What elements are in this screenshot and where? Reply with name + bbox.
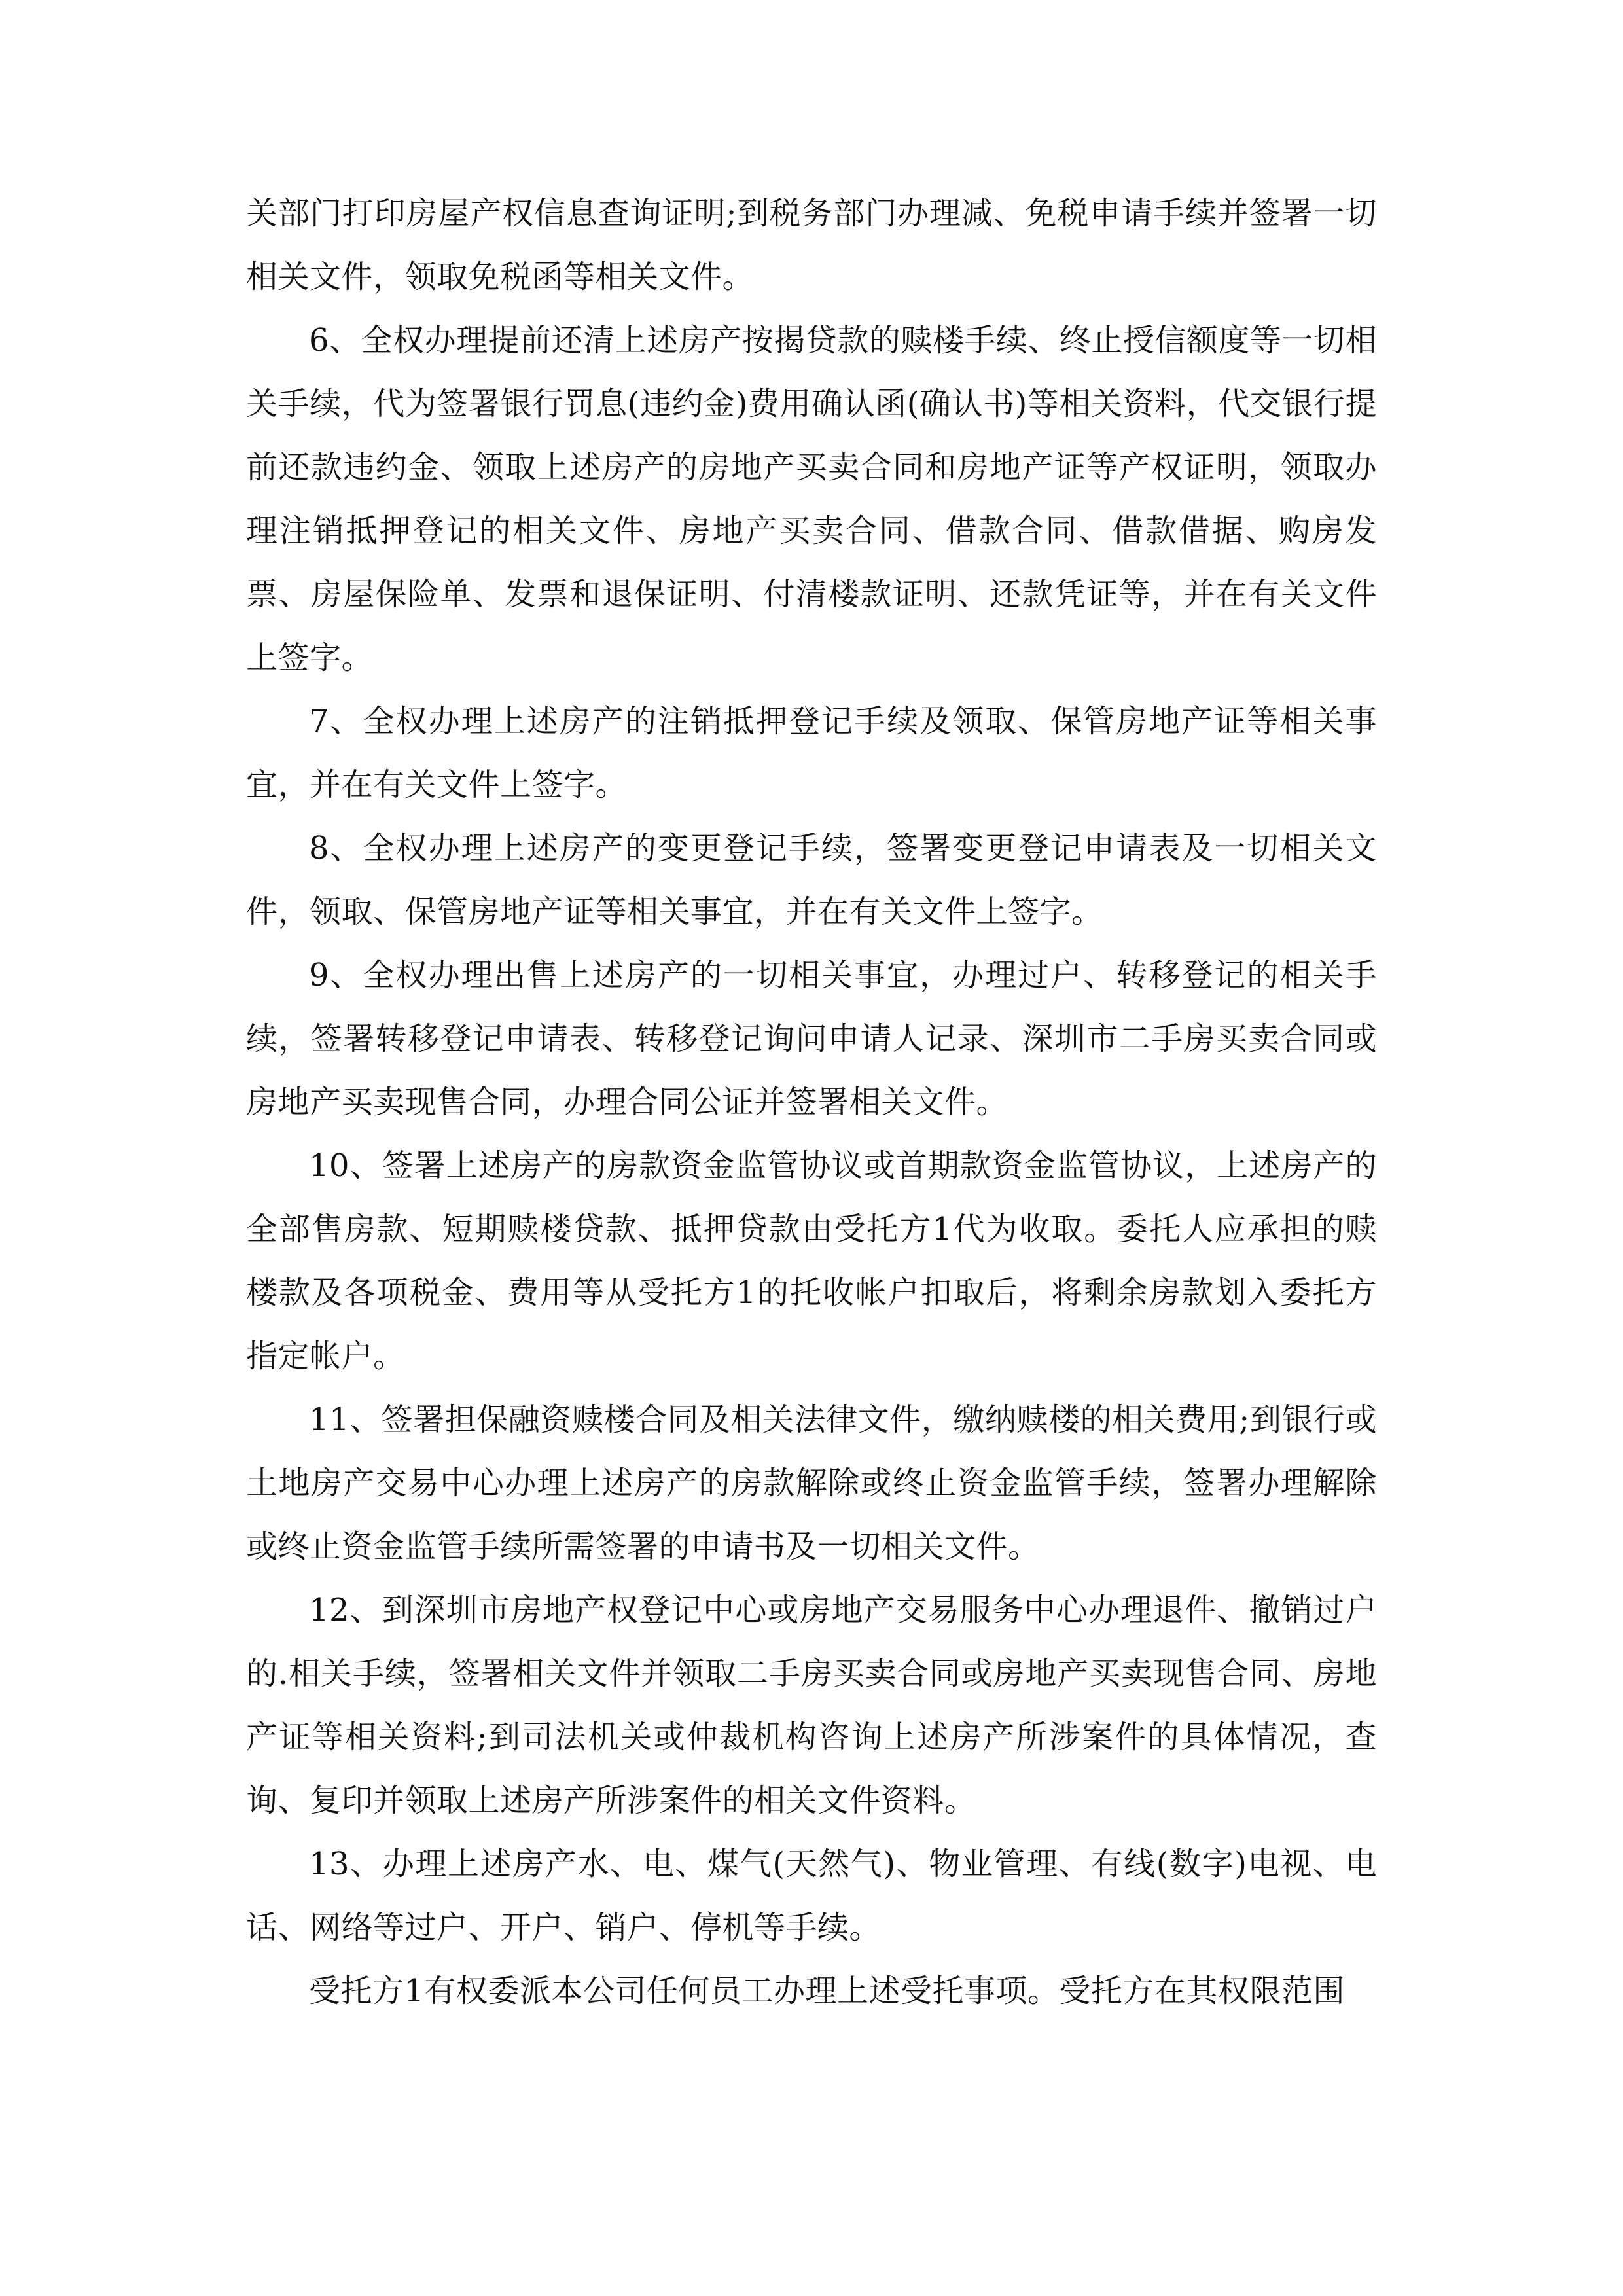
paragraph-item-13: 13、办理上述房产水、电、煤气(天然气)、物业管理、有线(数字)电视、电话、网络等过户、开户、销户、停机等手续。: [246, 1846, 1377, 1946]
paragraph-item-7: 7、全权办理上述房产的注销抵押登记手续及领取、保管房地产证等相关事宜，并在有关文件上签字。: [246, 703, 1377, 803]
paragraph-item-12: 12、到深圳市房地产权登记中心或房地产交易服务中心办理退件、撤销过户的.相关手续，签署相关文件并领取二手房买卖合同或房地产买卖现售合同、房地产证等相关资料;到司法机关或仲裁机构咨询上述房产所涉案件的具体情况，查询、复印并领取上述房产所涉案件的相关文件资料。: [246, 1592, 1377, 1819]
paragraph-item-9: 9、全权办理出售上述房产的一切相关事宜，办理过户、转移登记的相关手续，签署转移登记申请表、转移登记询问申请人记录、深圳市二手房买卖合同或房地产买卖现售合同，办理合同公证并签署相关文件。: [246, 957, 1377, 1121]
paragraph-item-6: 6、全权办理提前还清上述房产按揭贷款的赎楼手续、终止授信额度等一切相关手续，代为签署银行罚息(违约金)费用确认函(确认书)等相关资料，代交银行提前还款违约金、领取上述房产的房地产买卖合同和房地产证等产权证明，领取办理注销抵押登记的相关文件、房地产买卖合同、借款合同、借款借据、购房发票、房屋保险单、发票和退保证明、付清楼款证明、还款凭证等，并在有关文件上签字。: [246, 322, 1377, 676]
document-body: [246, 182, 1377, 2023]
paragraph-item-11: 11、签署担保融资赎楼合同及相关法律文件，缴纳赎楼的相关费用;到银行或土地房产交易中心办理上述房产的房款解除或终止资金监管手续，签署办理解除或终止资金监管手续所需签署的申请书及一切相关文件。: [246, 1401, 1377, 1565]
paragraph-continuation: 关部门打印房屋产权信息查询证明;到税务部门办理减、免税申请手续并签署一切相关文件，领取免税函等相关文件。: [246, 195, 1377, 295]
paragraph-closing: 受托方1有权委派本公司任何员工办理上述受托事项。受托方在其权限范围: [309, 1973, 1346, 2009]
paragraph-item-8: 8、全权办理上述房产的变更登记手续，签署变更登记申请表及一切相关文件，领取、保管房地产证等相关事宜，并在有关文件上签字。: [246, 830, 1377, 930]
paragraph-item-10: 10、签署上述房产的房款资金监管协议或首期款资金监管协议，上述房产的全部售房款、短期赎楼贷款、抵押贷款由受托方1代为收取。委托人应承担的赎楼款及各项税金、费用等从受托方1的托收帐户扣取后，将剩余房款划入委托方指定帐户。: [246, 1147, 1377, 1374]
